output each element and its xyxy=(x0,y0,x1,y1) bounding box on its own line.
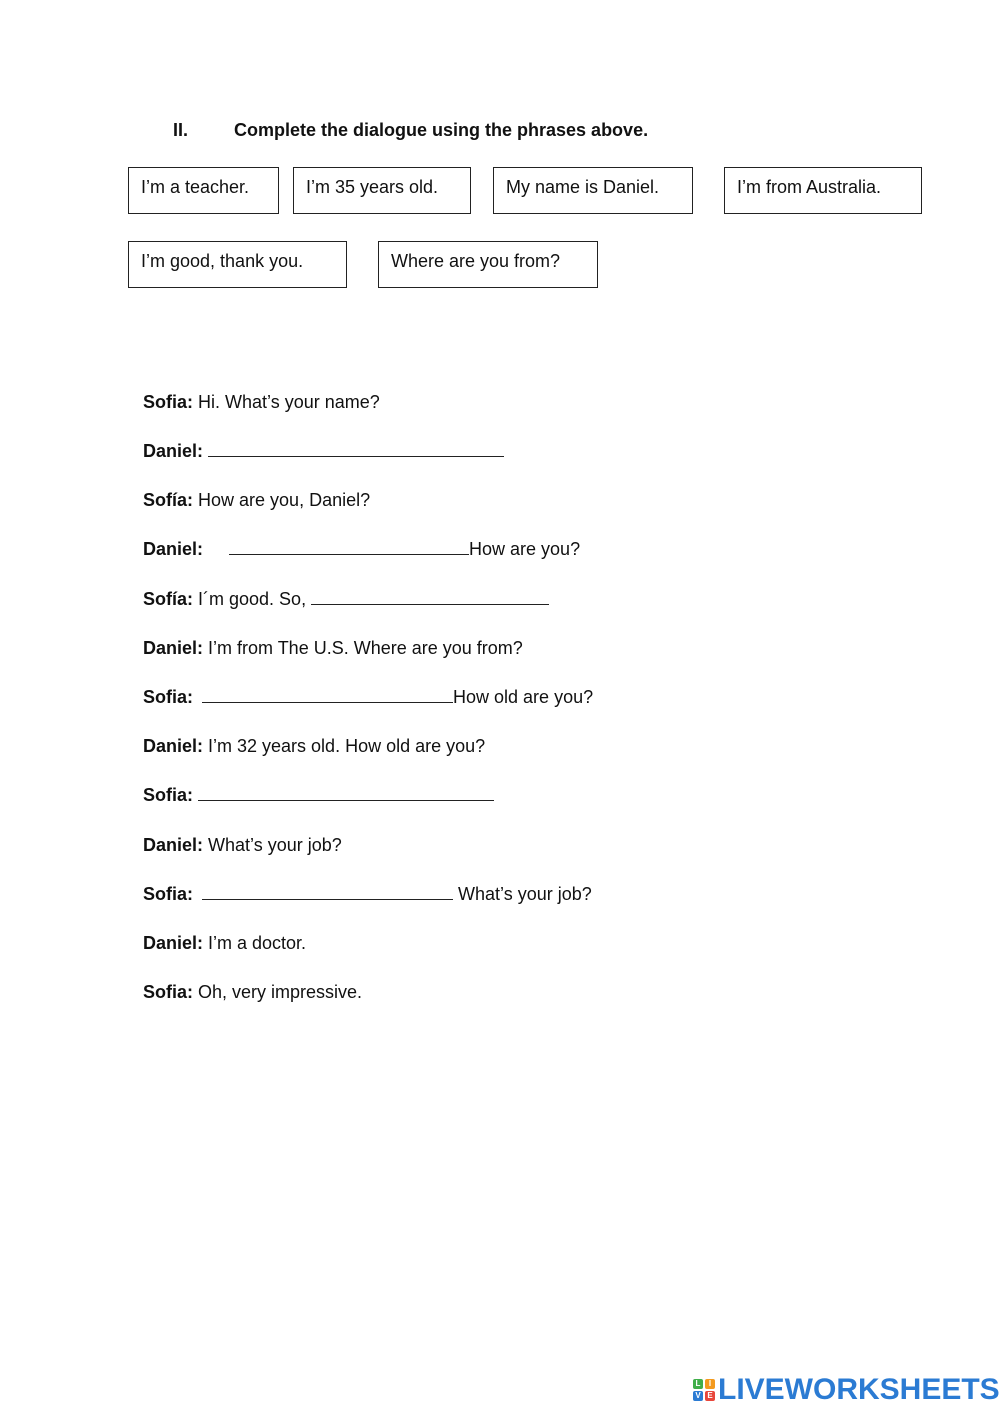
dialogue-line xyxy=(143,784,494,806)
phrase-box[interactable]: I’m 35 years old. xyxy=(293,167,471,214)
dialogue-line xyxy=(143,834,342,856)
dialogue-line xyxy=(143,932,306,954)
speaker-label: Sofia: xyxy=(143,785,194,805)
speaker-label: Sofia: xyxy=(143,982,194,1002)
logo-grid-icon xyxy=(693,1379,715,1401)
speaker-label: Sofia: xyxy=(143,392,194,412)
answer-blank[interactable] xyxy=(198,784,494,801)
speaker-label: Sofia: xyxy=(143,884,194,904)
dialogue-line xyxy=(143,981,362,1003)
dialogue-line xyxy=(143,440,504,462)
dialogue-line xyxy=(143,735,485,757)
phrase-box[interactable]: I’m a teacher. xyxy=(128,167,279,214)
logo-letter: E xyxy=(705,1391,715,1401)
phrase-box[interactable]: Where are you from? xyxy=(378,241,598,288)
dialogue-line xyxy=(143,637,523,659)
logo-text: LIVEWORKSHEETS xyxy=(718,1373,1000,1406)
line-text: I’m 32 years old. How old are you? xyxy=(203,736,486,756)
speaker-label: Daniel: xyxy=(143,441,204,461)
logo-letter: I xyxy=(705,1379,715,1389)
line-text: I’m a doctor. xyxy=(203,933,307,953)
dialogue-line xyxy=(143,588,549,610)
logo-letter: V xyxy=(693,1391,703,1401)
line-text: Oh, very impressive. xyxy=(193,982,363,1002)
line-text: I’m from The U.S. Where are you from? xyxy=(203,638,523,658)
answer-blank[interactable] xyxy=(229,538,469,555)
dialogue-line xyxy=(143,391,380,413)
speaker-label: Sofía: xyxy=(143,490,194,510)
liveworksheets-logo[interactable] xyxy=(693,1373,1000,1407)
line-text: How are you, Daniel? xyxy=(193,490,371,510)
logo-letter: L xyxy=(693,1379,703,1389)
phrase-box[interactable]: I’m good, thank you. xyxy=(128,241,347,288)
dialogue-line xyxy=(143,538,580,560)
line-text: Hi. What’s your name? xyxy=(193,392,380,412)
speaker-label: Daniel: xyxy=(143,835,204,855)
speaker-label: Sofia: xyxy=(143,687,194,707)
section-number: II. xyxy=(173,120,189,140)
answer-blank[interactable] xyxy=(311,588,549,605)
speaker-label: Daniel: xyxy=(143,933,204,953)
speaker-label: Sofía: xyxy=(143,589,194,609)
line-text: How are you? xyxy=(469,539,581,559)
speaker-label: Daniel: xyxy=(143,736,204,756)
instruction-text: Complete the dialogue using the phrases above. xyxy=(234,120,649,140)
speaker-label: Daniel: xyxy=(143,539,204,559)
answer-blank[interactable] xyxy=(208,440,504,457)
phrase-box[interactable]: My name is Daniel. xyxy=(493,167,693,214)
dialogue-line xyxy=(143,686,593,708)
answer-blank[interactable] xyxy=(202,686,453,703)
dialogue-line xyxy=(143,883,592,905)
phrase-box[interactable]: I’m from Australia. xyxy=(724,167,922,214)
dialogue-line xyxy=(143,489,370,511)
line-text: I´m good. So, xyxy=(193,589,312,609)
line-text: How old are you? xyxy=(453,687,594,707)
line-text: What’s your job? xyxy=(203,835,342,855)
speaker-label: Daniel: xyxy=(143,638,204,658)
line-text: What’s your job? xyxy=(453,884,592,904)
answer-blank[interactable] xyxy=(202,883,453,900)
